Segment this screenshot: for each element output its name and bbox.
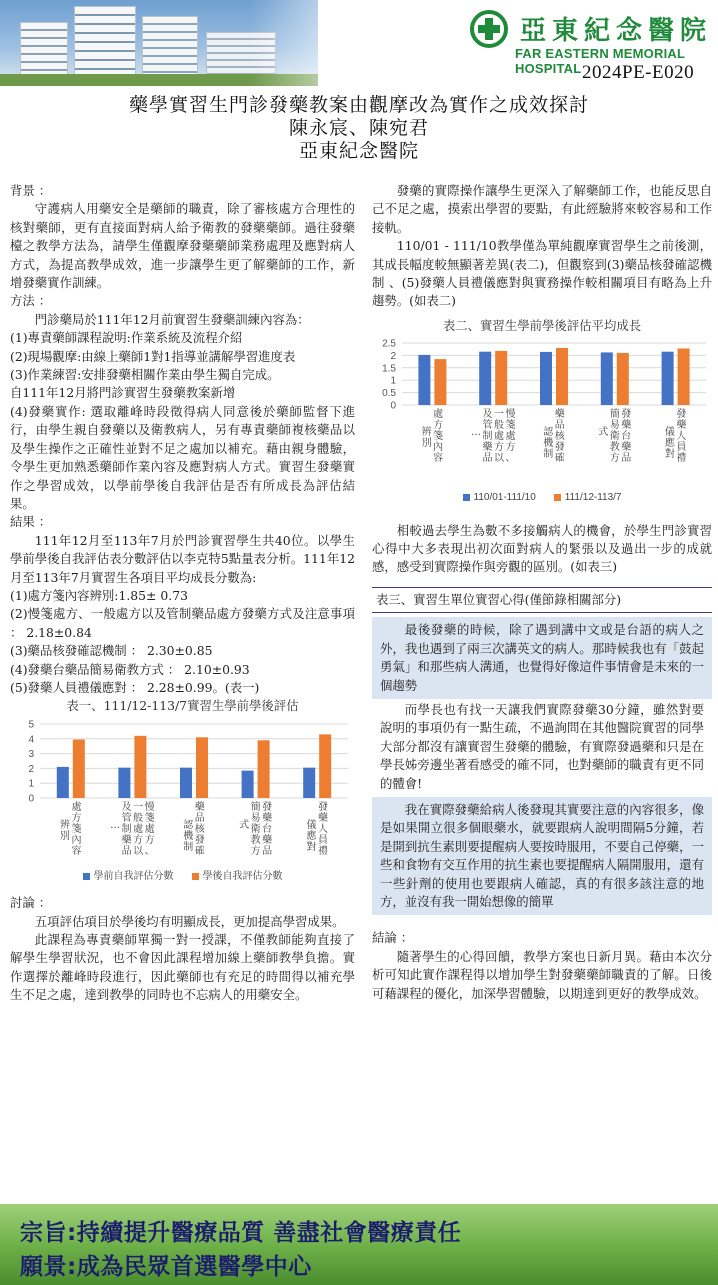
discussion-text: 此課程為專責藥師單獨一對一授課，不僅教師能夠直接了解學生學習狀況，也不會因此課程增加線上藥師教學負擔。實作選擇於離峰時段進行，因此藥師也有充足的時間得以補充學生不足之處，達到教學的同時也不忘病人的用藥安全。 [10, 932, 355, 1003]
x-tick-label-char: 品 [121, 845, 132, 857]
method-item: (4)發藥實作: 選取離峰時段徵得病人同意後於藥師監督下進行，由學生親自發藥以及衛教病人，另有專責藥師複核藥品以及學生操作之正確性並對不足之處加以補充。藉由親身體驗，令學生更加熟悉藥師作業內容及應對病人方式。實習生發藥實作之學習成效，以學前學後自我評估是否有所成長為評估結果。 [10, 403, 355, 511]
bar-post [73, 739, 85, 797]
x-tick-label-char: 儀 [664, 427, 675, 439]
x-tick-label-char: 別 [60, 830, 71, 842]
y-tick-label: 1 [28, 778, 34, 790]
result-text: 111年12月至113年7月於門診實習學生共40位。以學生學前學後自我評估表分數評估以李克特5點量表分析。111年12月至113年7月實習生各項目平均成長分數為: [10, 532, 355, 585]
x-tick-label-char: 處 [505, 431, 516, 443]
x-tick-label-char: 發 [317, 801, 328, 813]
x-tick-label-char: 般 [133, 812, 144, 824]
bar-pre [418, 355, 430, 405]
poster-authors: 陳永宸、陳宛君 [288, 117, 429, 139]
x-tick-label-char: 核 [194, 823, 205, 835]
student-reflection-quote: 我在實際發藥給病人後發現其實要注意的內容很多，像是如果開立很多個眼藥水，就要跟病人說明間隔5分鐘，若是開到抗生素則要提醒病人要按時服用，不要自己停藥，一些和食物有交互作用的抗生素也要提醒病人隔開服用，還有一些針劑的使用也要跟病人確認，真的有很多該注意的地方，並沒有我一開始想像的簡單 [372, 797, 712, 915]
legend-item [192, 868, 283, 886]
x-tick-label-char: 方 [609, 453, 620, 465]
x-tick-label-char: 別 [421, 438, 432, 450]
legend-label: 110/01-111/10 [473, 492, 536, 504]
student-reflection-quote: 最後發藥的時候，除了遇到講中文或是台語的病人之外，我也遇到了兩三次講英文的病人。那時候我也有「鼓起勇氣」和那些病人溝通，也覺得好像這件事情會是未來的一個趨勢 [372, 617, 712, 699]
bar-pre [242, 770, 254, 797]
chart-title: 表二、實習生學前學後評估平均成長 [442, 317, 642, 333]
x-tick-label-char: 、 [505, 453, 516, 465]
x-tick-label-char: 容 [71, 845, 82, 857]
x-tick-label-char: 般 [493, 420, 504, 432]
left-column [10, 182, 355, 1005]
photo-fade [250, 0, 390, 86]
x-tick-label-char: 對 [664, 449, 675, 461]
bar-post [434, 359, 446, 405]
x-tick-label-char: 品 [194, 812, 205, 824]
x-tick-label-char: 以 [133, 845, 144, 857]
method-item: 自111年12月將門診實習生發藥教案新增 [10, 385, 236, 401]
x-tick-label-char: 辨 [421, 427, 432, 439]
x-tick-label-char: 處 [144, 823, 155, 835]
bar-post [258, 740, 270, 798]
bar-pre [479, 352, 491, 405]
y-tick-label: 1.5 [382, 363, 396, 375]
x-tick-label-char: 藥 [621, 442, 632, 454]
x-tick-label-char: 教 [250, 834, 261, 846]
x-tick-label-char: 方 [505, 442, 516, 454]
x-tick-label-char: 衛 [250, 823, 261, 835]
x-tick-label-char: 台 [621, 431, 632, 443]
bar-post [134, 736, 146, 798]
x-tick-label-char: 制 [482, 431, 493, 443]
x-tick-label-char: 以 [493, 453, 504, 465]
chart-legend [372, 489, 712, 507]
x-tick-label-char: 方 [250, 845, 261, 857]
legend-label: 111/12-113/7 [564, 492, 622, 504]
x-tick-label-char: 藥 [554, 409, 565, 421]
result-item: (2)慢箋處方、一般處方以及管制藥品處方發藥方式及注意事項 ： 2.18±0.84 [10, 606, 355, 640]
x-tick-label-char: 衛 [609, 431, 620, 443]
bar-post [319, 734, 331, 798]
x-tick-label-char: 藥 [482, 442, 493, 454]
x-tick-label-char: 員 [317, 834, 328, 846]
x-tick-label-char: 一 [493, 409, 504, 421]
x-tick-label-char: 箋 [144, 812, 155, 824]
x-tick-label-char: 發 [194, 834, 205, 846]
x-tick-label-char: 式 [239, 819, 250, 831]
x-tick-label-char: 方 [433, 420, 444, 432]
x-tick-label-char: 內 [433, 442, 444, 454]
x-tick-label-char: 人 [676, 431, 687, 443]
x-tick-label-char: 藥 [262, 834, 273, 846]
legend-item [463, 489, 536, 507]
x-tick-label-char: 一 [133, 801, 144, 813]
x-tick-label-char: 、 [144, 845, 155, 857]
bar-pre [57, 767, 69, 798]
poster-title: 藥學實習生門診發藥教案由觀摩改為實作之成效探討 [128, 94, 589, 116]
x-tick-label-char: 及 [121, 801, 132, 813]
x-tick-label-char: 處 [493, 431, 504, 443]
bar-pre [303, 767, 315, 797]
x-tick-label-char: 容 [433, 453, 444, 465]
y-tick-label: 2.5 [382, 338, 396, 350]
x-tick-label-char: 應 [306, 830, 317, 842]
bar-pre [601, 353, 613, 406]
x-tick-label-char: 藥 [621, 420, 632, 432]
x-tick-label-char: 品 [482, 453, 493, 465]
x-tick-label-char: 對 [306, 841, 317, 853]
x-tick-label-char: 品 [554, 420, 565, 432]
hospital-cross-logo-icon [470, 10, 508, 48]
discussion-cont-text: 發藥的實際操作讓學生更深入了解藥師工作，也能反思自己不足之處，摸索出學習的要點，有此經驗將來較容易和工作接軌。 [372, 183, 712, 235]
x-tick-label-char: 箋 [433, 431, 444, 443]
y-tick-label: 0 [28, 793, 34, 805]
bar-post [678, 349, 690, 406]
conclusion-text: 隨著學生的心得回饋，教學方案也日新月異。藉由本次分析可知此實作課程得以增加學生對發藥藥師職責的了解。日後可藉課程的優化，加深學習體驗，以期達到更好的教學成效。 [372, 948, 712, 1001]
y-tick-label: 1 [390, 375, 396, 387]
method-item: (2)現場觀摩:由線上藥師1對1指導並講解學習進度表 [10, 348, 296, 364]
result-item: (5)發藥人員禮儀應對 ： 2.28±0.99。(表一) [10, 679, 260, 695]
x-tick-label-char: 機 [543, 438, 554, 450]
x-tick-label-char: 簡 [609, 409, 620, 421]
bar-pre [180, 767, 192, 797]
x-tick-label-char: 方 [144, 834, 155, 846]
discussion-heading: 討論 ： [10, 895, 52, 911]
x-tick-label-char: … [470, 427, 481, 439]
x-tick-label-char: 藥 [262, 812, 273, 824]
y-tick-label: 0 [390, 400, 396, 412]
table-3-heading: 表三、實習生單位實習心得(僅節錄相關部分) [372, 587, 712, 613]
x-tick-label-char: 方 [493, 442, 504, 454]
x-tick-label-char: 發 [621, 409, 632, 421]
x-tick-label-char: 藥 [317, 812, 328, 824]
x-tick-label-char: 慢 [144, 801, 155, 813]
chart-legend [10, 868, 355, 886]
y-tick-label: 2 [28, 763, 34, 775]
right-column [372, 182, 712, 1003]
x-tick-label-char: 機 [183, 830, 194, 842]
x-tick-label-char: 易 [250, 812, 261, 824]
bar-pre [662, 352, 674, 405]
x-tick-label-char: 核 [554, 431, 565, 443]
x-tick-label-char: 藥 [676, 420, 687, 432]
chart-table-2 [372, 317, 712, 508]
conclusion-heading: 結論 ： [372, 930, 414, 946]
bar-post [196, 737, 208, 798]
x-tick-label-char: 教 [609, 442, 620, 454]
x-tick-label-char: 管 [121, 812, 132, 824]
x-tick-label-char: 確 [554, 453, 565, 465]
method-item: (1)專責藥師課程說明:作業系統及流程介紹 [10, 330, 243, 346]
student-reflection-quote: 而學長也有找一天讓我們實際發藥30分鐘，雖然對要說明的事項仍有一點生疏，不過詢問在其他醫院實習的同學大部分都沒有讓實習生發藥的體驗，有實際發過藥和只是在學長姊旁邊坐著看感受的確不同，也對藥師的職責有更不同的體會! [380, 701, 704, 791]
bar-pre [118, 767, 130, 797]
chart-title: 表一、111/12-113/7實習生學前學後評估 [66, 698, 299, 714]
x-tick-label-char: 處 [433, 409, 444, 421]
hospital-name-zh: 亞東紀念醫院 [520, 16, 713, 46]
chart-1-plot [10, 716, 355, 864]
x-tick-label-char: 辨 [60, 819, 71, 831]
legend-item [554, 489, 622, 507]
y-tick-label: 3 [28, 748, 34, 760]
x-tick-label-char: 簡 [250, 801, 261, 813]
x-tick-label-char: 方 [71, 812, 82, 824]
y-tick-label: 0.5 [382, 388, 396, 400]
x-tick-label-char: 式 [598, 427, 609, 439]
discussion-cont-text: 110/01 - 111/10教學僅為單純觀摩實習學生之前後測，其成長幅度較無顯著差異(表二)，但觀察到(3)藥品核發確認機制 、(5)發藥人員禮儀應對與實務操作較相關項目有略為上升趨勢。(如表二) [372, 238, 712, 309]
bar-post [617, 353, 629, 405]
chart-2-plot [372, 335, 712, 485]
bar-pre [540, 352, 552, 405]
x-tick-label-char: 方 [133, 834, 144, 846]
x-tick-label-char: 品 [621, 453, 632, 465]
x-tick-label-char: 藥 [121, 834, 132, 846]
method-heading: 方法 ： [10, 293, 52, 309]
result-item: (4)發藥台藥品簡易衛教方式 ： 2.10±0.93 [10, 661, 250, 677]
x-tick-label-char: 處 [133, 823, 144, 835]
method-intro: 門診藥局於111年12月前實習生發藥訓練內容為： [34, 311, 310, 327]
result-item: (3)藥品核發確認機制 ： 2.30±0.85 [10, 643, 213, 659]
method-item: (3)作業練習:安排發藥相關作業由學生獨自完成。 [10, 367, 280, 383]
legend-item [83, 868, 174, 886]
background-text: 守護病人用藥安全是藥師的職責，除了審核處方合理性的核對藥師，更有直接面對病人給予衛教的發藥藥師。過往發藥檯之教學方法為，請學生僅觀摩發藥藥師業務處理及應對病人方式，為提高教學成效，進一步讓學生更了解藥師的工作，新增發藥實作訓練。 [10, 201, 355, 291]
bar-post [556, 348, 568, 405]
result-heading: 結果 ： [10, 514, 52, 530]
chart-table-1 [10, 697, 355, 886]
discussion-text: 五項評估項目於學後均有明顯成長，更加提高學習成果。 [34, 913, 345, 929]
table-3-intro: 相較過去學生為數不多接觸病人的機會，於學生門診實習心得中大多表現出初次面對病人的緊張以及過出一步的成就感，感受到實際操作與旁觀的區別。(如表三) [372, 522, 712, 575]
legend-label: 學前自我評估分數 [93, 870, 174, 882]
x-tick-label-char: 處 [71, 801, 82, 813]
x-tick-label-char: 品 [262, 845, 273, 857]
y-tick-label: 4 [28, 734, 34, 746]
result-item: (1)處方箋內容辨別:1.85± 0.73 [10, 587, 188, 603]
x-tick-label-char: … [110, 819, 121, 831]
x-tick-label-char: 認 [543, 427, 554, 439]
x-tick-label-char: 儀 [306, 819, 317, 831]
footer-banner [0, 1204, 718, 1285]
x-tick-label-char: 制 [183, 841, 194, 853]
bar-post [495, 351, 507, 405]
x-tick-label-char: 制 [121, 823, 132, 835]
x-tick-label-char: 應 [664, 438, 675, 450]
title-block [0, 94, 718, 163]
x-tick-label-char: 箋 [505, 420, 516, 432]
footer-mission: 宗旨:持續提升醫療品質 善盡社會醫療責任 [20, 1220, 462, 1246]
x-tick-label-char: 認 [183, 819, 194, 831]
x-tick-label-char: 人 [317, 823, 328, 835]
x-tick-label-char: 發 [262, 801, 273, 813]
x-tick-label-char: 制 [543, 449, 554, 461]
x-tick-label-char: 內 [71, 834, 82, 846]
x-tick-label-char: 管 [482, 420, 493, 432]
x-tick-label-char: 及 [482, 409, 493, 421]
poster-id: 2024PE-E020 [582, 62, 695, 83]
x-tick-label-char: 易 [609, 420, 620, 432]
footer-vision: 願景:成為民眾首選醫學中心 [20, 1254, 312, 1280]
y-tick-label: 5 [28, 719, 34, 731]
legend-label: 學後自我評估分數 [202, 870, 283, 882]
hospital-name-en: FAR EASTERN MEMORIAL HOSPITAL [515, 46, 685, 76]
x-tick-label-char: 箋 [71, 823, 82, 835]
x-tick-label-char: 禮 [676, 453, 687, 465]
x-tick-label-char: 台 [262, 823, 273, 835]
x-tick-label-char: 藥 [194, 801, 205, 813]
x-tick-label-char: 發 [676, 409, 687, 421]
x-tick-label-char: 慢 [505, 409, 516, 421]
poster-header [0, 0, 718, 86]
x-tick-label-char: 禮 [317, 845, 328, 857]
x-tick-label-char: 員 [676, 442, 687, 454]
y-tick-label: 2 [390, 351, 396, 363]
x-tick-label-char: 發 [554, 442, 565, 454]
poster-affiliation: 亞東紀念醫院 [298, 140, 419, 162]
x-tick-label-char: 確 [194, 845, 205, 857]
background-heading: 背景 ： [10, 183, 52, 198]
